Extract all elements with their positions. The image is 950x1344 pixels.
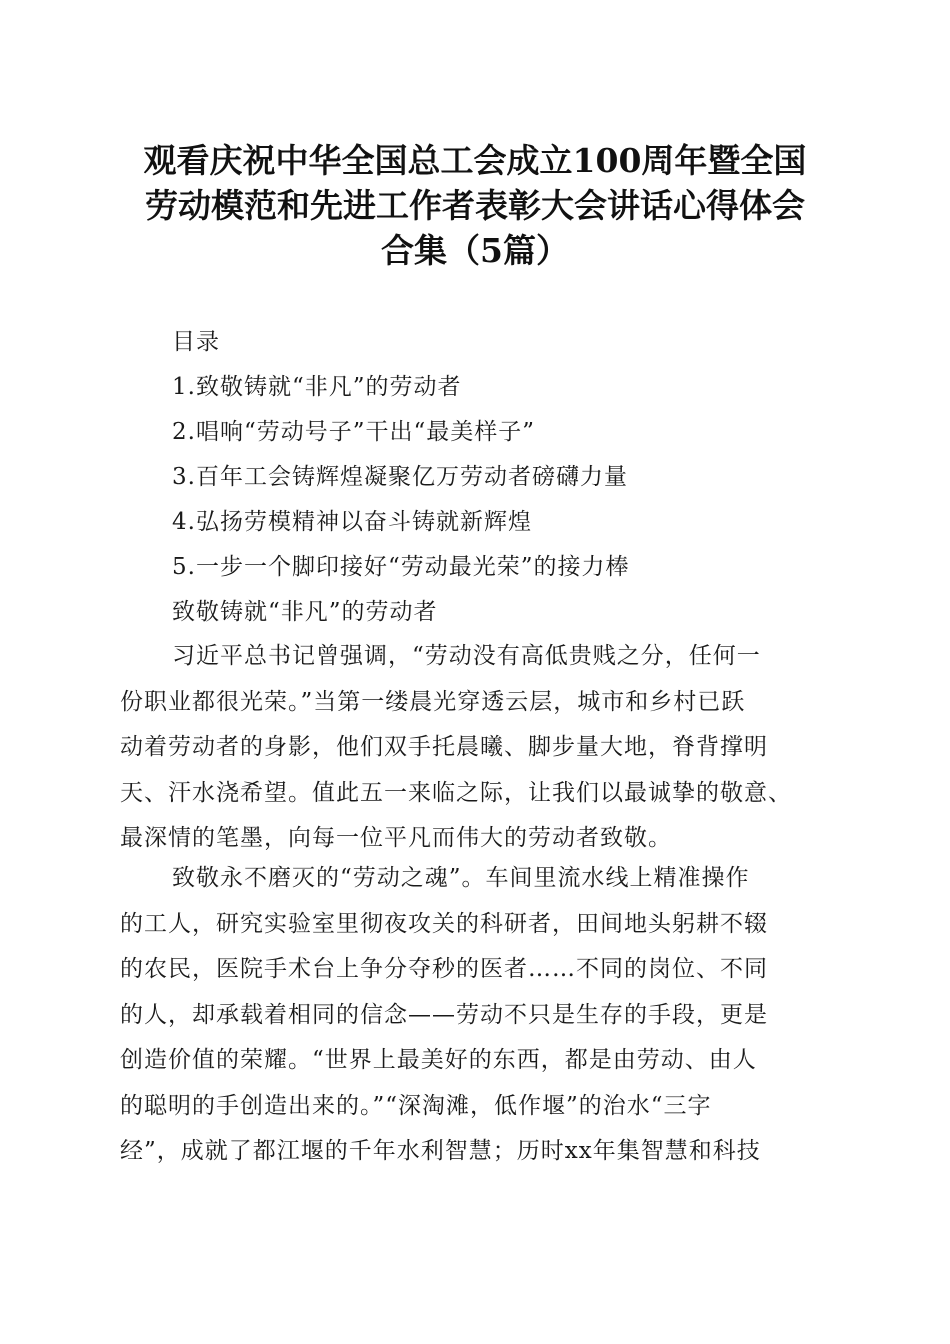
paragraph-line: 动着劳动者的身影，他们双手托晨曦、脚步量大地，脊背撑明 [120, 734, 768, 760]
paragraph-line: 天、汗水浇希望。值此五一来临之际，让我们以最诚挚的敬意、 [120, 779, 792, 806]
paragraph-line: 的聪明的手创造出来的。”“深淘滩，低作堰”的治水“三字 [120, 1092, 712, 1119]
body-paragraph [120, 634, 840, 862]
paragraph-line: 的人，却承载着相同的信念——劳动不只是生存的手段，更是 [120, 1001, 768, 1028]
table-of-contents [172, 320, 872, 590]
title-line: 观看庆祝中华全国总工会成立100周年暨全国 [143, 141, 807, 180]
toc-item: 2.唱响“劳动号子”干出“最美样子” [172, 419, 535, 445]
toc-label: 目录 [172, 329, 220, 355]
paragraph-line: 经”，成就了都江堰的千年水利智慧；历时xx年集智慧和科技 [120, 1138, 761, 1164]
paragraph-line: 的农民，医院手术台上争分夺秒的医者……不同的岗位、不同 [120, 956, 768, 982]
title-line: 劳动模范和先进工作者表彰大会讲话心得体会 [145, 186, 805, 225]
section-heading: 致敬铸就“非凡”的劳动者 [172, 599, 438, 625]
body-paragraph [120, 856, 840, 1175]
toc-item: 1.致敬铸就“非凡”的劳动者 [172, 374, 462, 400]
paragraph-line: 份职业都很光荣。”当第一缕晨光穿透云层，城市和乡村已跃 [120, 688, 746, 715]
paragraph-line: 最深情的笔墨，向每一位平凡而伟大的劳动者致敬。 [120, 825, 672, 851]
document-title [100, 138, 850, 273]
paragraph-line: 的工人，研究实验室里彻夜攻关的科研者，田间地头躬耕不辍 [120, 910, 768, 937]
paragraph-line: 习近平总书记曾强调，“劳动没有高低贵贱之分，任何一 [172, 643, 761, 669]
toc-item: 4.弘扬劳模精神以奋斗铸就新辉煌 [172, 509, 532, 535]
title-line: 合集（5篇） [381, 231, 569, 270]
paragraph-line: 创造价值的荣耀。“世界上最美好的东西，都是由劳动、由人 [120, 1047, 757, 1073]
toc-item: 5.一步一个脚印接好“劳动最光荣”的接力棒 [172, 554, 630, 580]
toc-item: 3.百年工会铸辉煌凝聚亿万劳动者磅礴力量 [172, 464, 628, 490]
paragraph-line: 致敬永不磨灭的“劳动之魂”。车间里流水线上精准操作 [172, 865, 750, 891]
